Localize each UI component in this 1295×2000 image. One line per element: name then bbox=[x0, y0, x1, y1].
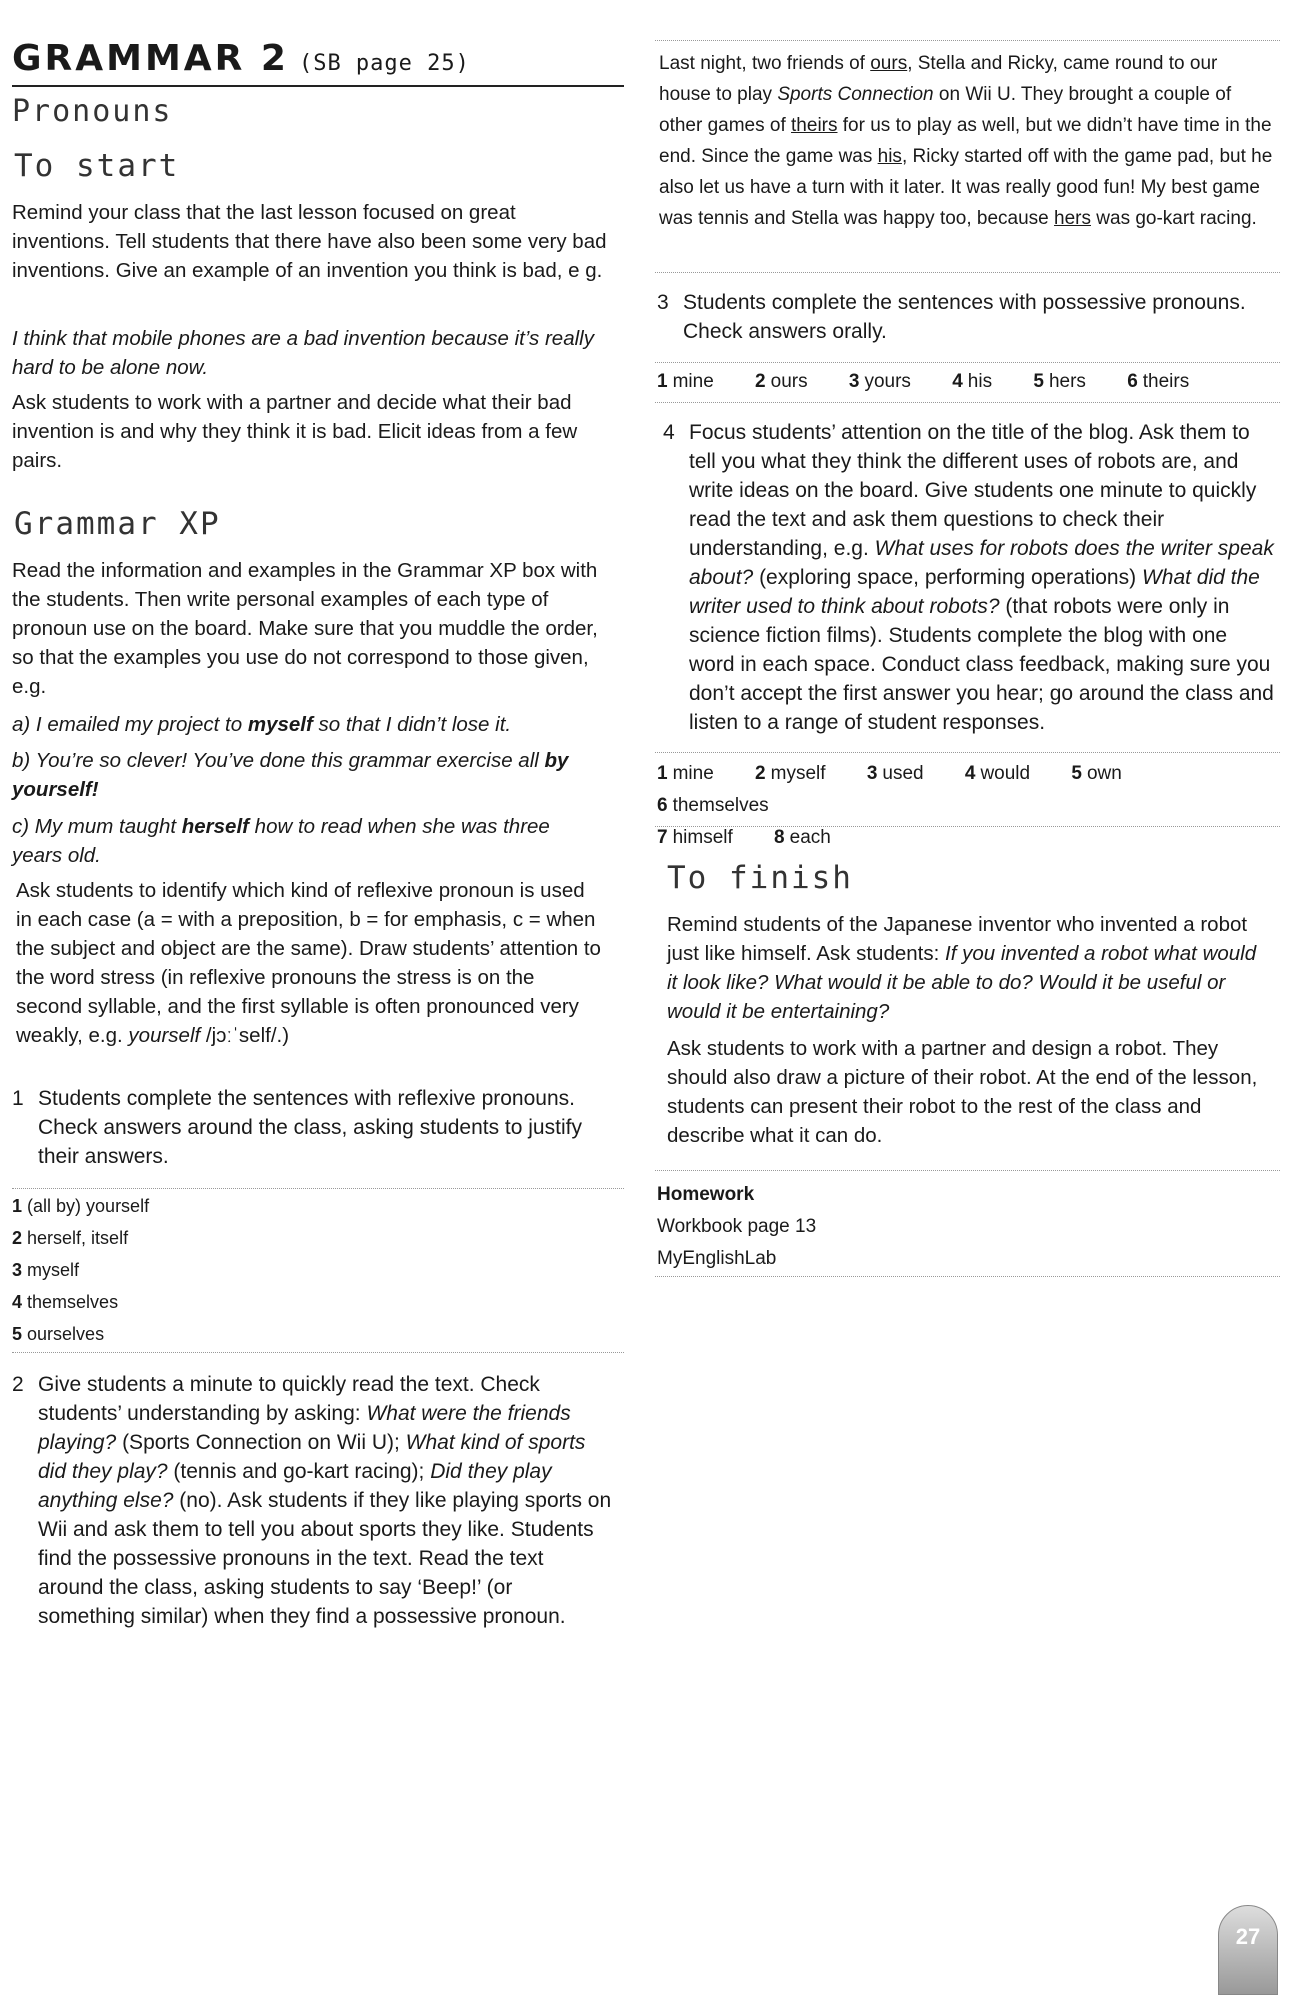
to-finish-paragraph-2: Ask students to work with a partner and design a robot. They should also draw a picture of their robot. At the end of the lesson, students can present their robot to the rest of the class and describe what it can do. bbox=[667, 1037, 1258, 1147]
homework-myenglishlab: MyEnglishLab bbox=[657, 1248, 777, 1269]
to-start-heading: To start bbox=[14, 148, 180, 184]
answer-item: 5 hers bbox=[1033, 371, 1086, 392]
page-header bbox=[12, 38, 624, 87]
page-number-tab bbox=[1218, 1905, 1278, 1995]
example-c: c) My mum taught herself how to read when she was three years old. bbox=[12, 815, 550, 867]
divider bbox=[655, 1276, 1280, 1277]
page-number: 27 bbox=[1235, 1924, 1261, 1949]
to-start-paragraph-2: Ask students to work with a partner and decide what their bad invention is and why they think it is bad. Elicit ideas from a few pairs. bbox=[12, 391, 578, 472]
exercise-4-text: Focus students’ attention on the title of the blog. Ask them to tell you what they think the different uses of robots are, and write ideas on the board. Give students one minute to quickly read the text and ask them questions to check their understanding, e.g. What uses for robots does the writer speak about? (exploring space, performing operations) What did the writer used to think about robots? (that robots were only in science fiction films). Students complete the blog with one word in each space. Conduct class feedback, making sure you don’t accept the first answer you hear; go around the class and listen to a range of student responses. bbox=[689, 421, 1274, 734]
answer-item: 5 own bbox=[1071, 763, 1122, 784]
exercise-2-number: 2 bbox=[12, 1373, 24, 1396]
exercise-1-answers bbox=[12, 1190, 149, 1350]
answer-item: 4 themselves bbox=[12, 1292, 119, 1312]
exercise-4-number: 4 bbox=[663, 421, 675, 444]
section-title: Pronouns bbox=[12, 94, 173, 129]
exercise-1-number: 1 bbox=[12, 1087, 24, 1110]
exercise-2-text: Give students a minute to quickly read the text. Check students’ understanding by asking: What were the friends playing? (Sports Connection on Wii U); What kind of sports did they play? (tennis and go-kart racing); Did they play anything else? (no). Ask students if they like playing sports on Wii and ask them to tell you about sports they like. Students find the possessive pronouns in the text. Read the text around the class, asking students to say ‘Beep!’ (or something similar) when they find a possessive pronoun. bbox=[38, 1373, 612, 1628]
page-title: GRAMMAR 2 bbox=[12, 38, 289, 79]
answer-item: 2 herself, itself bbox=[12, 1228, 129, 1248]
exercise-1 bbox=[12, 1084, 612, 1171]
answer-item: 1 mine bbox=[657, 763, 714, 784]
key-text-passage: Last night, two friends of ours, Stella and Ricky, came round to our house to play Sports Connection on Wii U. They brought a couple of other games of theirs for us to play as well, but we didn’t have time in the end. Since the game was his, Ricky started off with the game pad, but he also let us have a turn with it later. It was really good fun! My best game was tennis and Stella was happy too, because hers was go-kart racing. bbox=[659, 53, 1273, 229]
exercise-3 bbox=[657, 288, 1277, 346]
answer-item: 4 his bbox=[952, 371, 993, 392]
page-subtitle: (SB page 25) bbox=[298, 51, 470, 76]
exercise-3-number: 3 bbox=[657, 291, 669, 314]
divider bbox=[655, 362, 1280, 363]
to-finish-heading: To finish bbox=[667, 860, 853, 896]
answer-item: 7 himself bbox=[657, 827, 733, 848]
exercise-4 bbox=[663, 418, 1275, 737]
homework-heading: Homework bbox=[657, 1184, 755, 1205]
answer-item: 3 used bbox=[866, 763, 924, 784]
answer-item: 3 yours bbox=[848, 371, 911, 392]
answer-item: 6 themselves bbox=[657, 795, 769, 816]
divider bbox=[655, 40, 1280, 41]
divider bbox=[655, 826, 1280, 827]
divider bbox=[655, 1170, 1280, 1171]
exercise-3-text: Students complete the sentences with possessive pronouns. Check answers orally. bbox=[683, 291, 1246, 343]
to-finish-paragraph-1: Remind students of the Japanese inventor who invented a robot just like himself. Ask students: If you invented a robot what would it look like? What would it be able to do? Would it be useful or would it be entertaining? bbox=[667, 913, 1257, 1023]
answer-item: 3 myself bbox=[12, 1260, 80, 1280]
grammar-xp-heading: Grammar XP bbox=[14, 506, 221, 542]
to-start-example: I think that mobile phones are a bad invention because it’s really hard to be alone now. bbox=[12, 327, 594, 379]
exercise-2 bbox=[12, 1370, 612, 1631]
homework-workbook: Workbook page 13 bbox=[657, 1216, 817, 1237]
answer-item: 2 myself bbox=[755, 763, 826, 784]
answer-item: 6 theirs bbox=[1127, 371, 1190, 392]
exercise-4-answers bbox=[657, 758, 1257, 854]
grammar-xp-paragraph: Read the information and examples in the Grammar XP box with the students. Then write personal examples of each type of pronoun use on the board. Make sure that you muddle the order, so that the examples you use do not correspond to those given, e.g. bbox=[12, 559, 598, 698]
to-start-paragraph-1: Remind your class that the last lesson focused on great inventions. Tell students that there have also been some very bad inventions. Give an example of an invention you think is bad, e g. bbox=[12, 201, 607, 282]
example-a: a) I emailed my project to myself so that I didn’t lose it. bbox=[12, 713, 512, 736]
example-b: b) You’re so clever! You’ve done this grammar exercise all by yourself! bbox=[12, 749, 569, 801]
answer-item: 1 mine bbox=[657, 371, 714, 392]
answer-item: 8 each bbox=[774, 827, 831, 848]
divider bbox=[12, 1188, 624, 1189]
divider bbox=[655, 402, 1280, 403]
answer-item: 5 ourselves bbox=[12, 1324, 105, 1344]
divider bbox=[655, 752, 1280, 753]
answer-item: 4 would bbox=[964, 763, 1031, 784]
answer-item: 2 ours bbox=[755, 371, 808, 392]
answer-item: 1 (all by) yourself bbox=[12, 1196, 150, 1216]
divider bbox=[655, 272, 1280, 273]
divider bbox=[12, 1352, 624, 1353]
grammar-xp-paragraph-2: Ask students to identify which kind of reflexive pronoun is used in each case (a = with a preposition, b = for emphasis, c = when the subject and object are the same). Draw students’ attention to the word stress (in reflexive pronouns the stress is on the second syllable, and the first syllable is often pronounced very weakly, e.g. yourself /jɔːˈself/.) bbox=[16, 879, 601, 1047]
exercise-1-text: Students complete the sentences with reflexive pronouns. Check answers around the class, asking students to justify their answers. bbox=[38, 1087, 582, 1168]
exercise-3-answers bbox=[657, 368, 1225, 396]
